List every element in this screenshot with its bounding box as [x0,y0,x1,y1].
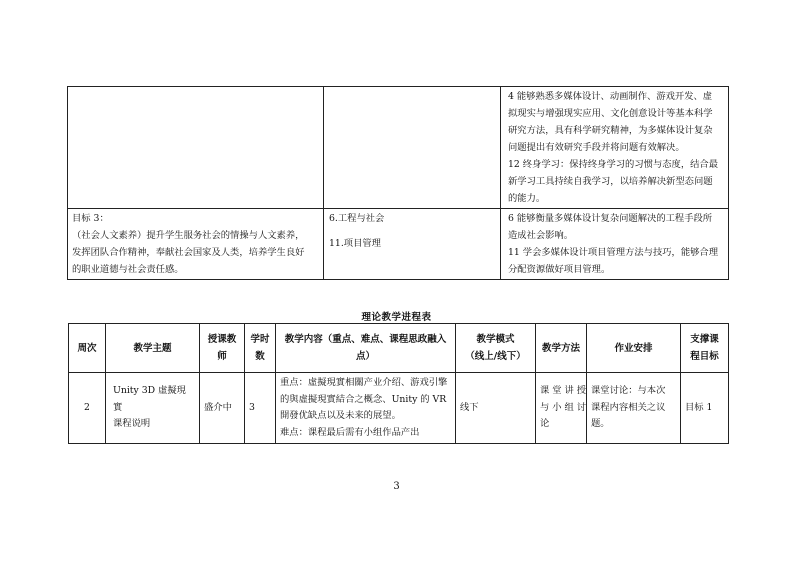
objective-line: （社会人文素养）提升学生服务社会的情操与人文素养， [72,230,305,241]
requirement-line: 分配资源做好项目管理。 [508,264,611,275]
indicator-engineering-society: 6.工程与社会 [329,213,385,224]
header-hours: 学时 数 [245,324,276,373]
method-cell: 课 堂 讲 授 与 小 组 讨 论 [536,373,587,444]
header-topic: 教学主题 [106,324,200,373]
requirement-line: 造成社会影响。 [508,230,574,241]
objectives-table [67,86,729,280]
teacher-cell: 盛介中 [200,373,245,444]
header-method: 教学方法 [536,324,587,373]
table-caption: 理论教学进程表 [361,312,432,323]
requirement-line: 研究方法，具有科学研究精神，为多媒体设计复杂 [508,125,713,136]
requirement-line: 的能力。 [508,193,546,204]
indicator-cell [324,209,501,280]
requirement-cell [501,87,729,209]
indicator-project-management: 11.项目管理 [329,238,381,249]
header-goal: 支撑课 程目标 [681,324,729,373]
objectives-row [68,87,729,209]
hours-cell: 3 [245,373,276,444]
requirement-line: 12 终身学习：保持终身学习的习惯与态度，结合最 [508,159,719,170]
requirement-line: 4 能够熟悉多媒体设计、动画制作、游戏开发、虚 [508,91,713,102]
requirement-line: 拟现实与增强现实应用、文化创意设计等基本科学 [508,108,713,119]
requirement-cell [501,209,729,280]
header-teacher: 授课教 师 [200,324,245,373]
objective-line: 发挥团队合作精神，奉献社会国家及人类，培养学生良好 [72,247,305,258]
page-number: 3 [393,481,400,492]
header-mode: 教学模式 （线上/线下） [456,324,536,373]
objectives-row [68,209,729,280]
table-row [69,373,729,444]
mode-cell: 线下 [456,373,536,444]
objective-line: 的职业道德与社会责任感。 [72,264,184,275]
schedule-table [68,323,729,444]
homework-cell: 课堂讨论：与本次 课程内容相关之议 题。 [587,373,681,444]
week-cell: 2 [69,373,106,444]
topic-cell: Unity 3D 虛擬現實 课程说明 [106,373,200,444]
requirement-line: 6 能够衡量多媒体设计复杂问题解决的工程手段所 [508,213,713,224]
requirement-line: 问题提出有效研究手段并将问题有效解决。 [508,142,685,153]
requirement-line: 11 学会多媒体设计项目管理方法与技巧，能够合理 [508,247,719,258]
objective-cell [68,87,324,209]
goal-cell: 目标 1 [681,373,729,444]
objective-line: 目标 3： [72,213,109,224]
header-homework: 作业安排 [587,324,681,373]
header-content: 教学内容（重点、难点、课程思政融入 点） [276,324,456,373]
objective-cell [68,209,324,280]
requirement-line: 新学习工具持续自我学习，以培养解决新型态问题 [508,176,713,187]
header-week: 周次 [69,324,106,373]
content-cell: 重点：虛擬現實相關产业介绍、游戏引擎 的與虛擬現實結合之概念、Unity 的 VR 開發优缺点以及未来的展望。 难点：课程最后需有小组作品产出 [276,373,456,444]
header-row [69,324,729,373]
indicator-cell [324,87,501,209]
